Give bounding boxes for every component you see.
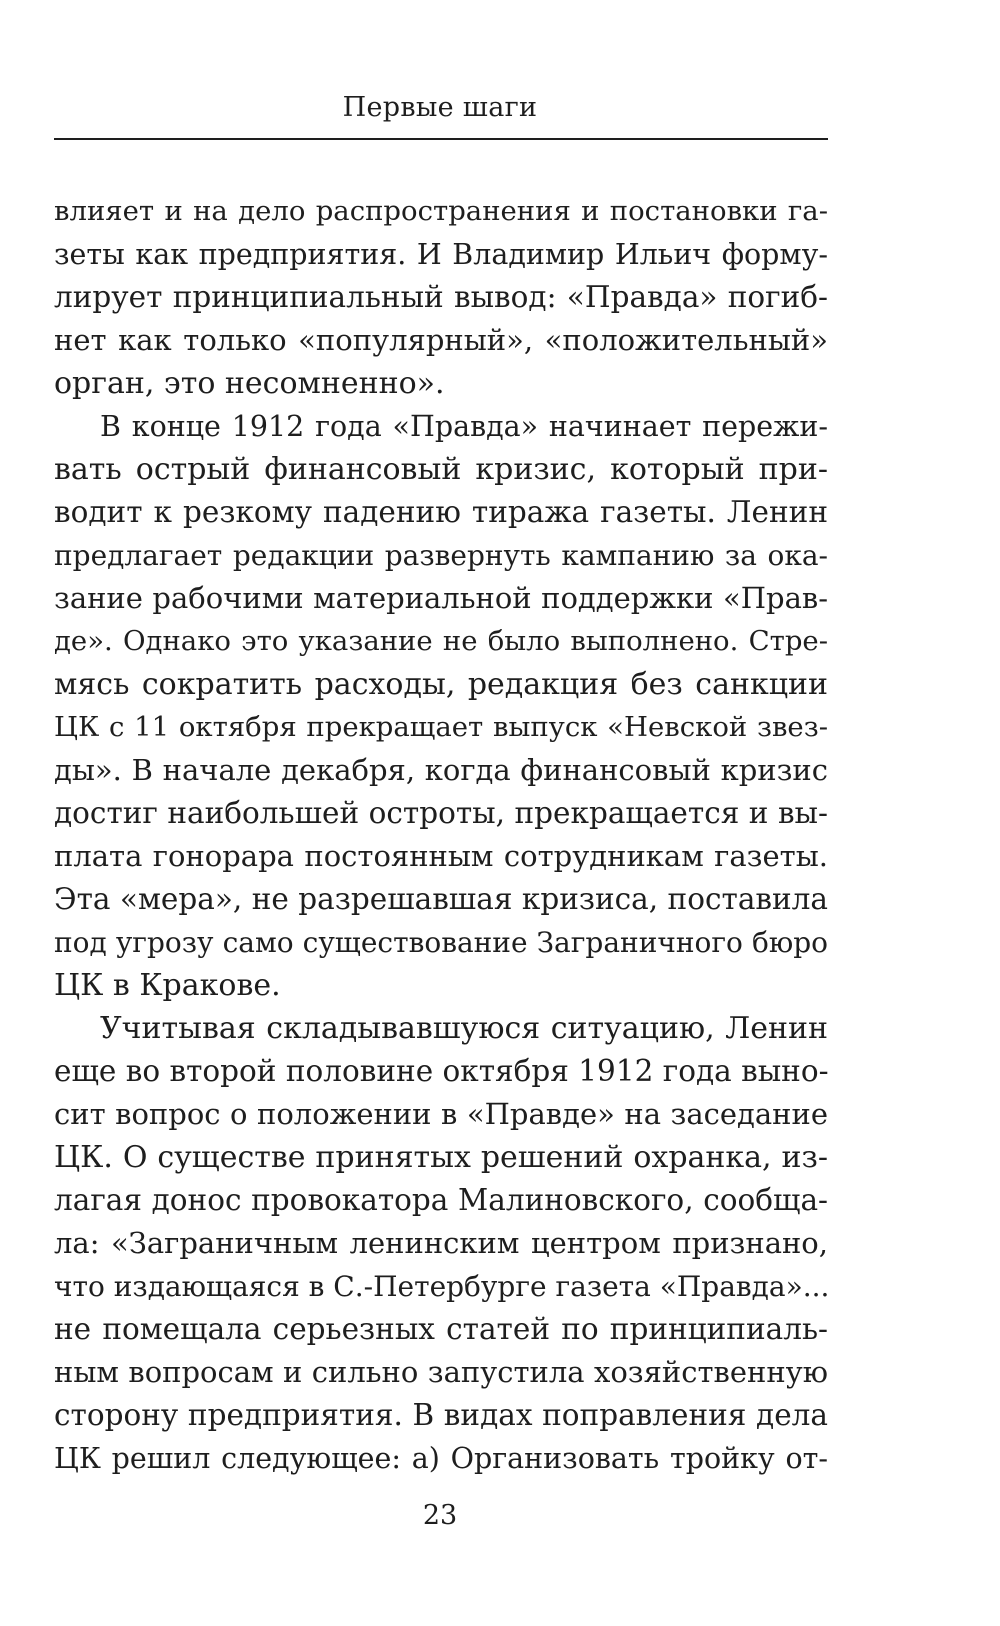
text-line: достиг наибольшей остроты, прекращается и вы- — [54, 796, 828, 830]
text-line: что издающаяся в С.-Петербурге газета «Правда»... — [54, 1270, 830, 1303]
text-line: де». Однако это указание не было выполнено. Стре- — [54, 625, 828, 657]
text-line: В конце 1912 года «Правда» начинает пережи- — [100, 410, 828, 443]
text-line: орган, это несомненно». — [54, 366, 445, 401]
text-line: сит вопрос о положении в «Правде» на заседание — [54, 1097, 828, 1131]
text-line: предлагает редакции развернуть кампанию за ока- — [54, 539, 828, 572]
text-line: лирует принципиальный вывод: «Правда» погиб- — [54, 280, 828, 314]
paragraph-3 — [54, 1007, 828, 1480]
text-line: плата гонорара постоянным сотрудникам газеты. — [54, 839, 828, 873]
body-text — [54, 190, 828, 1480]
header-rule — [54, 138, 828, 140]
text-line: вать острый финансовый кризис, который при- — [54, 452, 828, 487]
text-line: Учитывая складывавшуюся ситуацию, Ленин — [100, 1011, 828, 1046]
text-line: ЦК решил следующее: а) Организовать тройку от- — [54, 1442, 828, 1475]
text-line: ЦК с 11 октября прекращает выпуск «Невской звез- — [54, 711, 828, 743]
text-line: мясь сократить расходы, редакция без санкции — [54, 667, 828, 702]
page-number: 23 — [422, 1500, 458, 1531]
text-line: Эта «мера», не разрешавшая кризиса, поставила — [54, 882, 828, 916]
text-line: ла: «Заграничным ленинским центром признано, — [54, 1226, 828, 1260]
text-line: ным вопросам и сильно запустила хозяйственную — [54, 1355, 828, 1389]
text-line: ды». В начале декабря, когда финансовый кризис — [54, 753, 828, 787]
text-line: зание рабочими материальной поддержки «Прав- — [54, 581, 828, 615]
text-line: нет как только «популярный», «положительный» — [54, 323, 828, 357]
text-line: еще во второй половине октября 1912 года выно- — [54, 1054, 829, 1088]
running-head: Первые шаги — [342, 92, 538, 123]
text-line: не помещала серьезных статей по принципиаль- — [54, 1312, 828, 1346]
text-line: ЦК. О существе принятых решений охранка, из- — [54, 1140, 828, 1175]
text-line: влияет и на дело распространения и постановки га- — [54, 195, 828, 227]
text-line: водит к резкому падению тиража газеты. Ленин — [54, 495, 828, 529]
text-line: сторону предприятия. В видах поправления дела — [54, 1398, 828, 1432]
text-line: зеты как предприятия. И Владимир Ильич форму- — [54, 238, 828, 271]
paragraph-1 — [54, 190, 828, 405]
paragraph-2 — [54, 405, 828, 1007]
text-line: лагая донос провокатора Малиновского, сообща- — [54, 1183, 828, 1217]
text-line: ЦК в Кракове. — [54, 968, 281, 1003]
text-line: под угрозу само существование Заграничного бюро — [54, 926, 828, 959]
